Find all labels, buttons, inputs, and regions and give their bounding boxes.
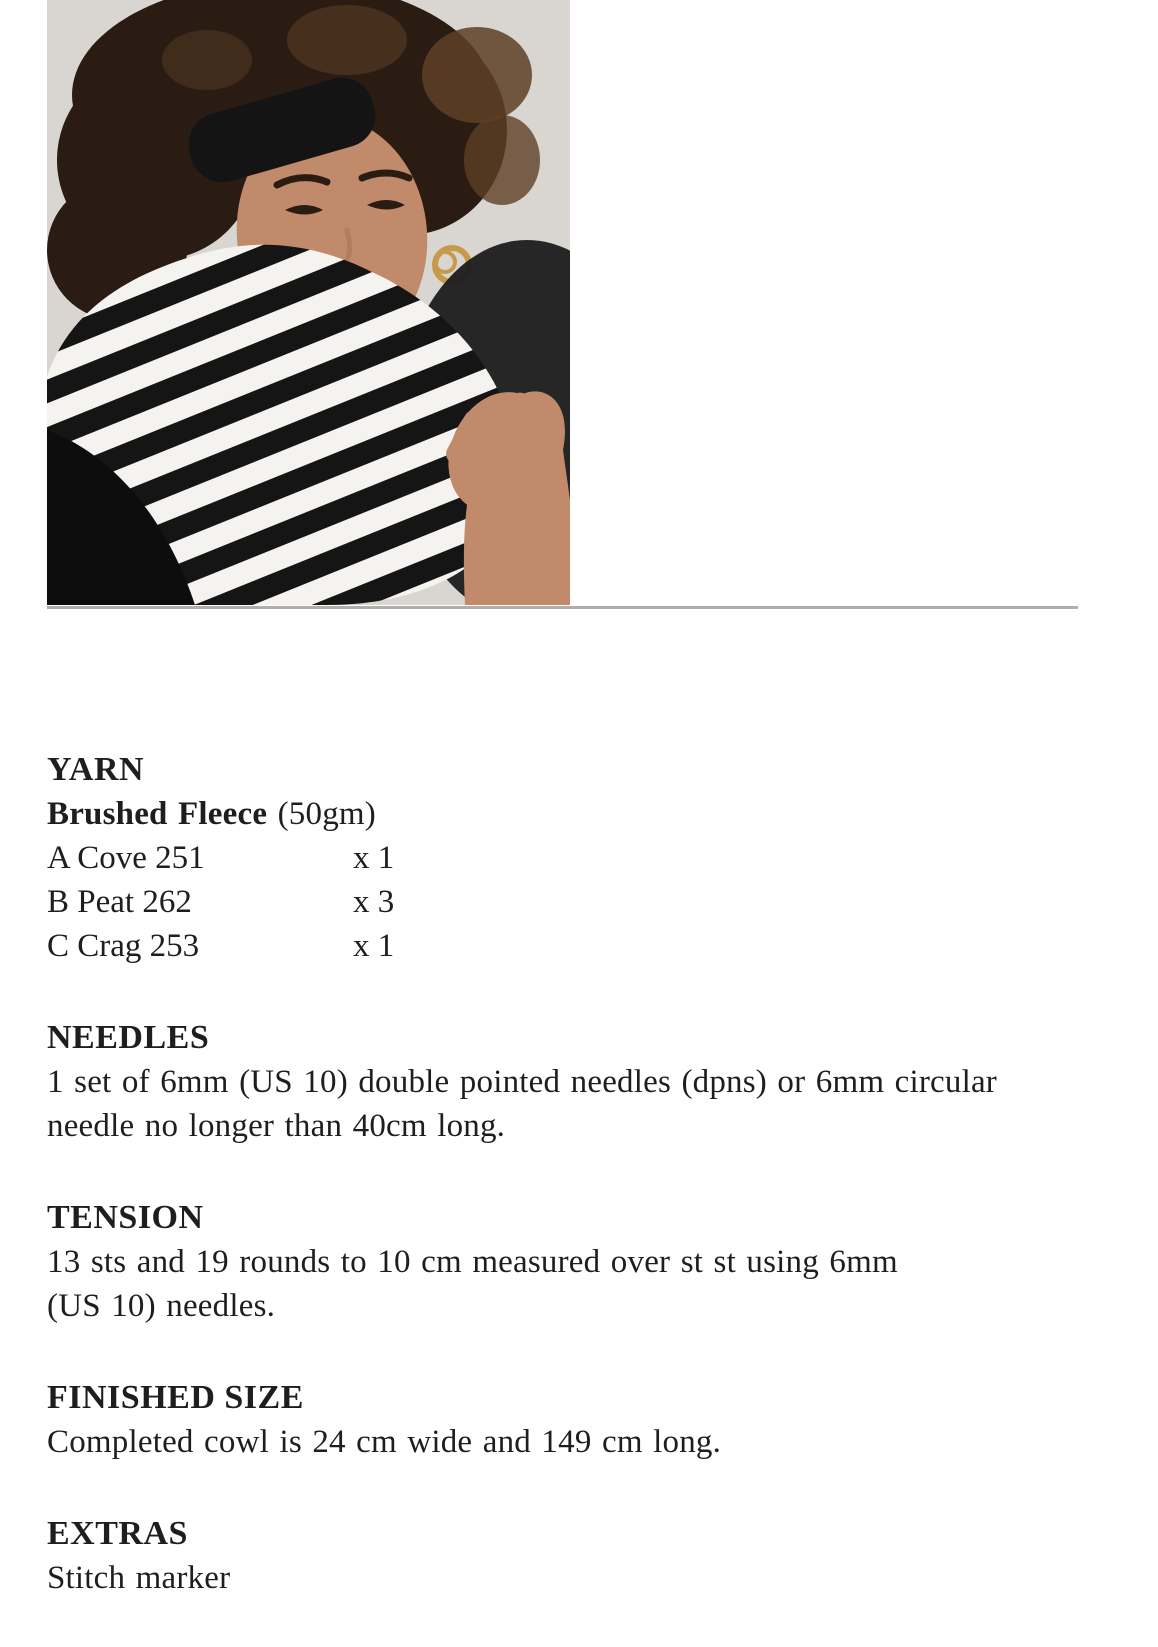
- finished-size-text-line: Completed cowl is 24 cm wide and 149 cm long.: [47, 1424, 722, 1460]
- finished-size-heading: FINISHED SIZE: [47, 1379, 304, 1416]
- needles-section: [47, 1016, 1107, 1148]
- yarn-subtitle: [47, 792, 1107, 836]
- tension-section: [47, 1196, 1107, 1328]
- yarn-shade-label: A Cove 251: [47, 840, 205, 876]
- needles-text-line: 1 set of 6mm (US 10) double pointed needles (dpns) or 6mm circular: [47, 1064, 998, 1100]
- extras-heading: EXTRAS: [47, 1515, 188, 1552]
- pattern-details: [47, 748, 1107, 1600]
- yarn-row: [47, 836, 1107, 880]
- yarn-weight: (50gm): [267, 796, 376, 832]
- yarn-heading: YARN: [47, 751, 145, 788]
- yarn-name: Brushed Fleece: [47, 796, 268, 832]
- yarn-quantity: x 3: [353, 884, 395, 920]
- cowl-photo: [47, 0, 570, 605]
- yarn-quantity: x 1: [353, 840, 395, 876]
- yarn-shade-label: B Peat 262: [47, 884, 192, 920]
- needles-heading: NEEDLES: [47, 1019, 210, 1056]
- yarn-row: [47, 880, 1107, 924]
- yarn-row: [47, 924, 1107, 968]
- yarn-section: [47, 748, 1107, 968]
- cowl-photo-illustration: [47, 0, 570, 605]
- tension-text-line: (US 10) needles.: [47, 1288, 276, 1324]
- extras-text-line: Stitch marker: [47, 1560, 231, 1596]
- tension-heading: TENSION: [47, 1199, 204, 1236]
- needles-text-line: needle no longer than 40cm long.: [47, 1108, 506, 1144]
- finished-size-section: [47, 1376, 1107, 1464]
- yarn-shade-label: C Crag 253: [47, 928, 200, 964]
- extras-section: [47, 1512, 1107, 1600]
- yarn-quantity: x 1: [353, 928, 395, 964]
- divider-line: [47, 606, 1078, 609]
- tension-text-line: 13 sts and 19 rounds to 10 cm measured over st st using 6mm: [47, 1244, 898, 1280]
